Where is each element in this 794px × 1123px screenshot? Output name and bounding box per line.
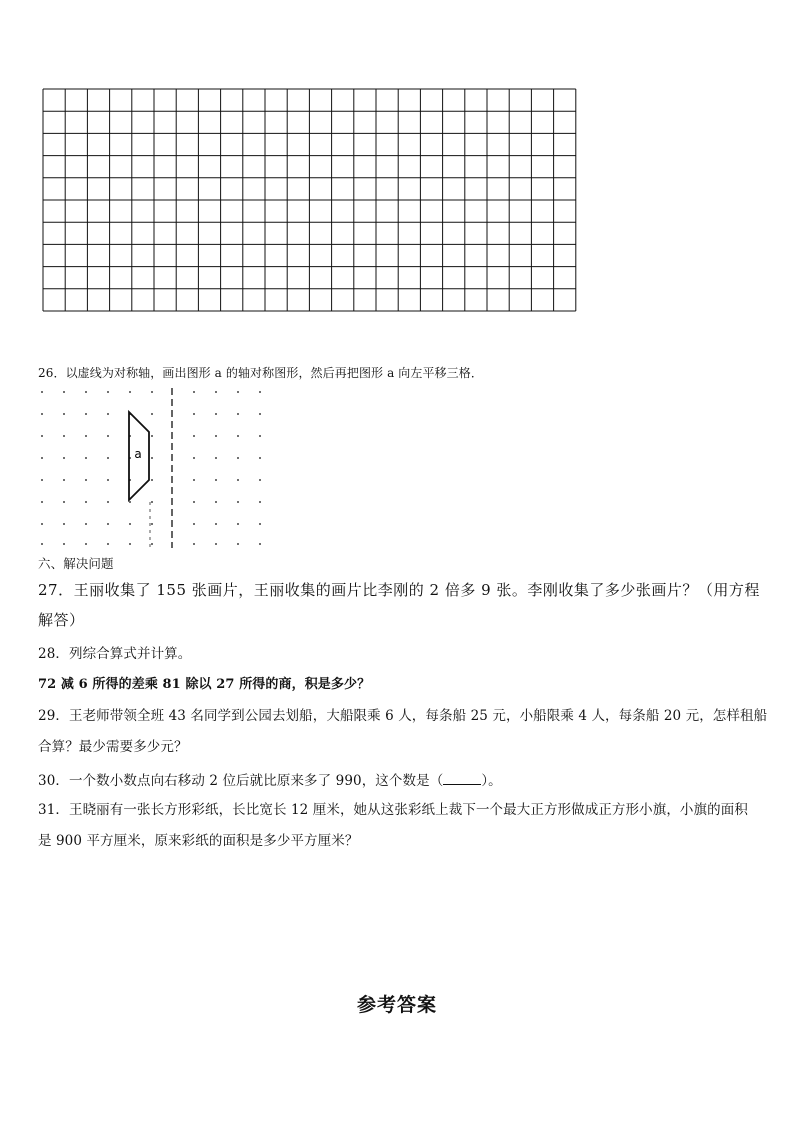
drawing-grid	[40, 86, 580, 314]
grid-dot	[151, 479, 153, 481]
grid-dot	[237, 543, 239, 545]
question-28-line-1: 28．列综合算式并计算。	[38, 646, 192, 662]
grid-dot	[151, 413, 153, 415]
question-30	[38, 770, 502, 790]
grid-dot	[41, 391, 43, 393]
question-31-line-1: 31．王晓丽有一张长方形彩纸，长比宽长 12 厘米，她从这张彩纸上裁下一个最大正方形做成正方形小旗，小旗的面积	[38, 802, 748, 818]
grid-dot	[63, 479, 65, 481]
grid-dot	[85, 413, 87, 415]
answer-key-title: 参考答案	[356, 994, 437, 1016]
question-26: 26．以虚线为对称轴，画出图形 a 的轴对称图形，然后再把图形 a 向左平移三格．	[38, 366, 483, 380]
question-29-line-1: 29．王老师带领全班 43 名同学到公园去划船，大船限乘 6 人，每条船 25 元，小船限乘 4 人，每条船 20 元，怎样租船	[38, 708, 768, 724]
grid-dot	[85, 435, 87, 437]
grid-dot	[151, 543, 153, 545]
grid-dot	[151, 457, 153, 459]
grid-dot	[215, 413, 217, 415]
grid-dot	[129, 501, 131, 503]
grid-dot	[193, 413, 195, 415]
section-heading-6: 六、解决问题	[38, 556, 114, 571]
grid-dot	[63, 391, 65, 393]
grid-dot	[41, 479, 43, 481]
grid-dot	[41, 413, 43, 415]
question-27-line-1: 27．王丽收集了 155 张画片，王丽收集的画片比李刚的 2 倍多 9 张。李刚收集了多少张画片？（用方程	[38, 581, 760, 599]
answer-blank[interactable]	[443, 770, 481, 785]
grid-dot	[193, 501, 195, 503]
grid-dot	[85, 479, 87, 481]
grid-dot	[129, 543, 131, 545]
grid-dot	[107, 413, 109, 415]
grid-dot	[259, 523, 261, 525]
grid-dot	[237, 435, 239, 437]
grid-dot	[237, 523, 239, 525]
grid-dot	[259, 413, 261, 415]
grid-dot	[63, 523, 65, 525]
grid-dot	[259, 391, 261, 393]
grid-dot	[215, 543, 217, 545]
grid-dot	[85, 543, 87, 545]
grid-dot	[63, 457, 65, 459]
symmetry-figure	[36, 382, 268, 552]
grid-dot	[193, 391, 195, 393]
grid-dot	[237, 457, 239, 459]
grid-dot	[41, 501, 43, 503]
grid-dot	[237, 479, 239, 481]
grid-dot	[63, 413, 65, 415]
question-29-line-2: 合算？最少需要多少元？	[38, 739, 188, 755]
grid-dot	[107, 435, 109, 437]
grid-dot	[63, 543, 65, 545]
grid-dot	[63, 501, 65, 503]
grid-dot	[193, 479, 195, 481]
grid-dot	[85, 457, 87, 459]
question-31-line-2: 是 900 平方厘米，原来彩纸的面积是多少平方厘米？	[38, 833, 359, 849]
grid-dot	[215, 501, 217, 503]
grid-dot	[85, 501, 87, 503]
grid-dot	[107, 523, 109, 525]
grid-dot	[237, 391, 239, 393]
grid-dot	[215, 479, 217, 481]
grid-dot	[215, 435, 217, 437]
grid-dot	[41, 523, 43, 525]
grid-dot	[85, 391, 87, 393]
grid-dot	[215, 457, 217, 459]
grid-dot	[129, 391, 131, 393]
grid-dot	[259, 543, 261, 545]
grid-dot	[41, 457, 43, 459]
grid-dot	[215, 391, 217, 393]
grid-dot	[41, 543, 43, 545]
grid-dot	[107, 391, 109, 393]
grid-dot	[259, 479, 261, 481]
grid-dot	[259, 435, 261, 437]
grid-dot	[151, 523, 153, 525]
grid-dot	[193, 457, 195, 459]
grid-dot	[151, 435, 153, 437]
grid-dot	[193, 435, 195, 437]
grid-dot	[107, 501, 109, 503]
grid-dot	[107, 543, 109, 545]
grid-dot	[259, 501, 261, 503]
grid-dot	[151, 501, 153, 503]
grid-dot	[237, 413, 239, 415]
grid-dot	[151, 391, 153, 393]
question-27-line-2: 解答）	[38, 611, 85, 629]
grid-dot	[215, 523, 217, 525]
grid-dot	[107, 479, 109, 481]
question-28-line-2: 72 减 6 所得的差乘 81 除以 27 所得的商，积是多少？	[38, 677, 371, 692]
shape-a-label: a	[134, 447, 142, 461]
grid-dot	[129, 523, 131, 525]
grid-dot	[63, 435, 65, 437]
grid-dot	[237, 501, 239, 503]
question-30-text: 30．一个数小数点向右移动 2 位后就比原来多了 990，这个数是（	[38, 773, 444, 789]
question-30-text-end: ）。	[481, 773, 502, 789]
grid-dot	[193, 523, 195, 525]
grid-dot	[259, 457, 261, 459]
grid-dot	[41, 435, 43, 437]
grid-dot	[193, 543, 195, 545]
dot-grid	[41, 391, 261, 545]
grid-dot	[107, 457, 109, 459]
grid-dot	[85, 523, 87, 525]
